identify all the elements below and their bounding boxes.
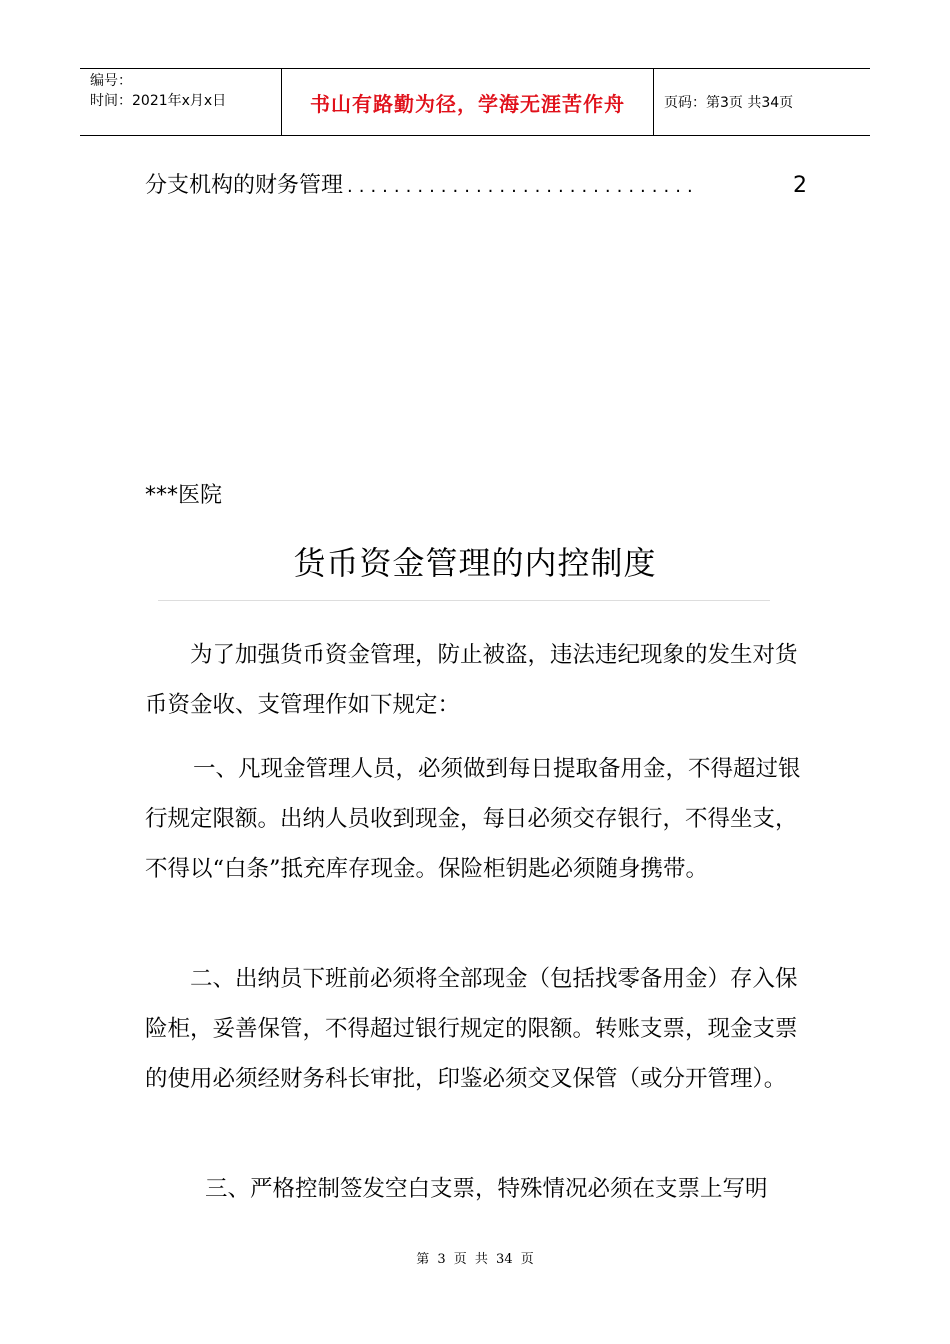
toc-page-number: 2 [793,173,807,198]
document-title: 货币资金管理的内控制度 [293,544,657,582]
header-meta-cell [80,69,282,135]
toc-entry-title: 分支机构的财务管理 [145,173,344,198]
header-motto: 书山有路勤为径，学海无涯苦作舟 [282,69,654,135]
body-paragraph-intro: 为了加强货币资金管理，防止被盗，违法违纪现象的发生对货币资金收、支管理作如下规定： [145,642,798,718]
header-code-label: 编号： [90,73,132,89]
page-header [80,68,870,136]
organization-name: ***医院 [145,483,223,508]
body-paragraph-1: 一、凡现金管理人员，必须做到每日提取备用金，不得超过银行规定限额。出纳人员收到现金，每日必须交存银行，不得坐支，不得以“白条”抵充库存现金。保险柜钥匙必须随身携带。 [145,756,801,882]
title-divider [158,600,770,601]
page-footer: 第 3 页 共 34 页 [416,1252,534,1267]
body-paragraph-3: 三、严格控制签发空白支票，特殊情况必须在支票上写明 [205,1176,768,1202]
body-paragraph-2: 二、出纳员下班前必须将全部现金（包括找零备用金）存入保险柜，妥善保管，不得超过银行规定的限额。转账支票，现金支票的使用必须经财务科长审批，印鉴必须交叉保管（或分开管理）。 [145,966,798,1092]
toc-leader-dots: .............................. [347,176,699,197]
header-time-text: 时间：2021年x月x日 [90,93,227,109]
header-page-info: 页码：第3页 共34页 [664,95,794,111]
toc-entry[interactable] [145,168,807,204]
